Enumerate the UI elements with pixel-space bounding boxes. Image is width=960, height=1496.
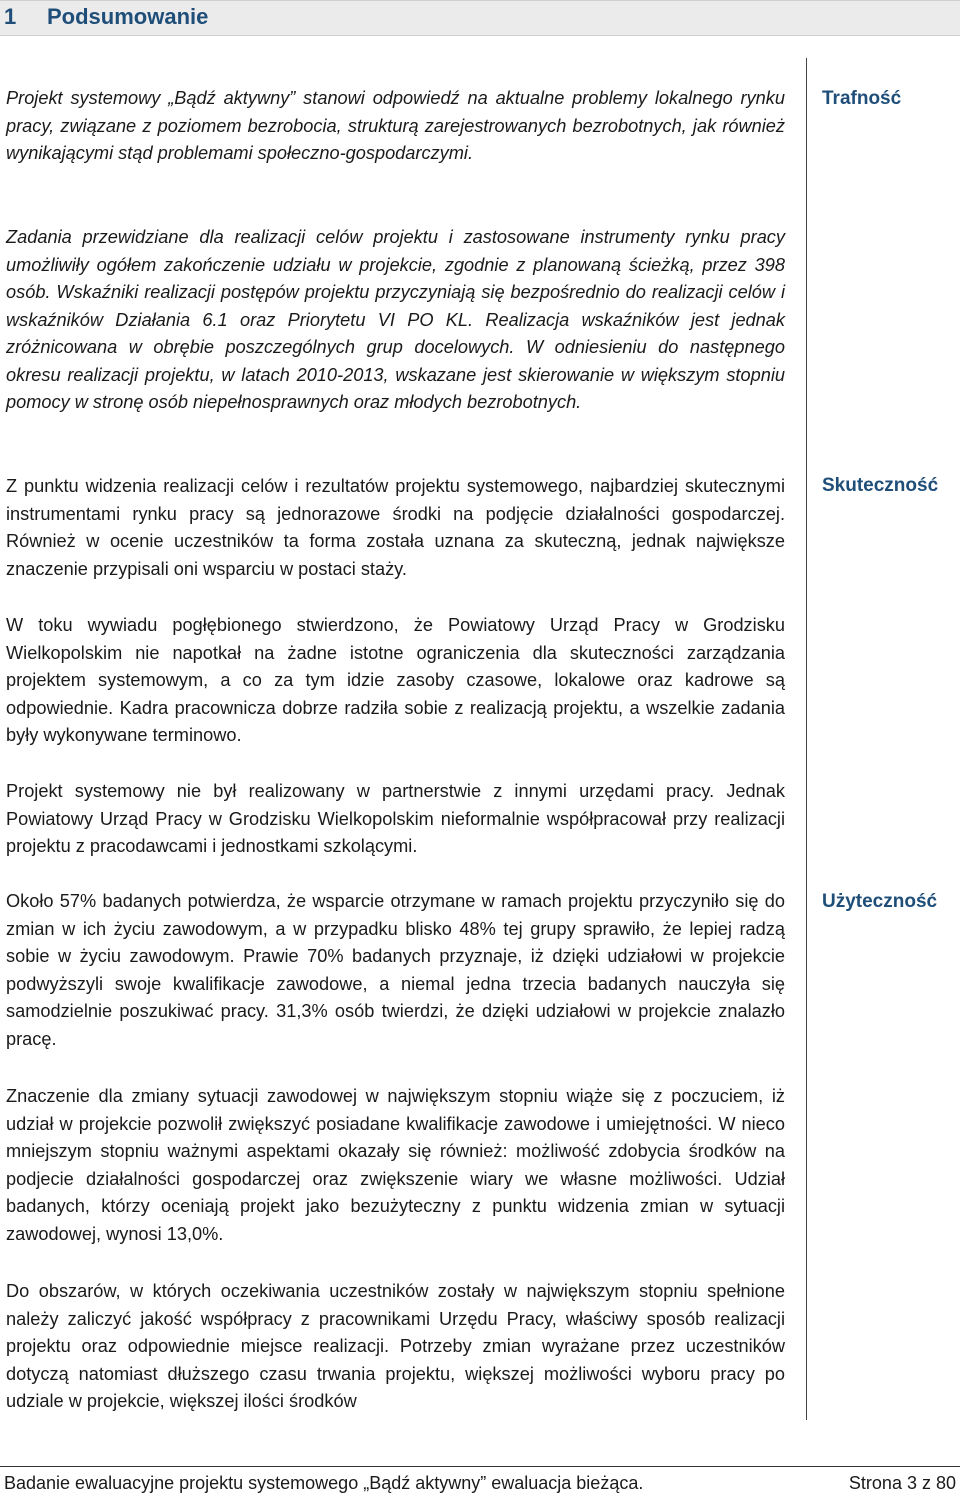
paragraph: Projekt systemowy „Bądź aktywny” stanowi odpowiedź na aktualne problemy lokalnego rynku pracy, związane z poziomem bezrobocia, strukturą zarejestrowanych bezrobotnych, jak również wynikającymi stąd problemami społeczno-gospodarczymi. bbox=[6, 88, 785, 163]
footer-document-title: Badanie ewaluacyjne projektu systemowego „Bądź aktywny” ewaluacja bieżąca. bbox=[4, 1473, 644, 1493]
label-uzytecznosc: Użyteczność bbox=[822, 891, 938, 912]
section-number: 1 bbox=[4, 4, 17, 29]
paragraph: Projekt systemowy nie był realizowany w partnerstwie z innymi urzędami pracy. Jednak Powiatowy Urząd Pracy w Grodzisku Wielkopolskim nieformalnie współpracował przy realizacji projektu z pracodawcami i jednostkami szkolącymi. bbox=[6, 781, 785, 856]
paragraph: Znaczenie dla zmiany sytuacji zawodowej w największym stopniu wiąże się z poczuciem, iż udział w projekcie pozwolił zwiększyć posiadane kwalifikacje zawodowe i umiejętności. W nieco mniejszym stopniu ważnymi aspektami okazały się również: możliwość zdobycia środków na podjecie działalności gospodarczej oraz zwiększenie wiary we własne możliwości. Udział badanych, którzy oceniają projekt jako bezużyteczny z punktu widzenia zmian w sytuacji zawodowej, wynosi 13,0%. bbox=[6, 1086, 785, 1244]
label-skutecznosc: Skuteczność bbox=[822, 475, 939, 496]
page-number: Strona 3 z 80 bbox=[848, 1473, 956, 1493]
section-title: Podsumowanie bbox=[47, 4, 209, 29]
footer-divider bbox=[0, 1466, 960, 1467]
paragraph: Z punktu widzenia realizacji celów i rezultatów projektu systemowego, najbardziej skutecznymi instrumentami rynku pracy są jednorazowe środki na podjęcie działalności gospodarczej. Również w ocenie uczestników ta forma została uznana za skuteczną, jednak największe znaczenie przypisali oni wsparciu w postaci staży. bbox=[6, 476, 785, 579]
paragraph: Do obszarów, w których oczekiwania uczestników zostały w największym stopniu spełnione należy zaliczyć jakość współpracy z pracownikami Urzędu Pracy, właściwy sposób realizacji projektu oraz odpowiednie miejsce realizacji. Potrzeby zmian wyrażane przez uczestników dotyczą natomiast dłuższego czasu trwania projektu, większej możliwości wyboru pracy po udziale w projekcie, większej ilości środków bbox=[6, 1281, 785, 1411]
paragraph: Około 57% badanych potwierdza, że wsparcie otrzymane w ramach projektu przyczyniło się do zmian w ich życiu zawodowym, a w przypadku blisko 48% tej grupy sprawiło, że lepiej radzą sobie w życiu zawodowym. Prawie 70% badanych przyznaje, iż dzięki udziałowi w projekcie podwyższyli swoje kwalifikacje zawodowe, a niemal jedna trzecia badanych nauczyła się samodzielnie poszukiwać pracy. 31,3% osób twierdzi, że dzięki udziałowi w projekcie znalazło pracę. bbox=[6, 891, 785, 1049]
section-header bbox=[0, 0, 960, 36]
paragraph: W toku wywiadu pogłębionego stwierdzono, że Powiatowy Urząd Pracy w Grodzisku Wielkopolskim nie napotkał na żadne istotne ograniczenia dla skuteczności zarządzania projektem systemowym, a co za tym idzie zasoby czasowe, lokalowe oraz kadrowe są odpowiednie. Kadra pracownicza dobrze radziła sobie z realizacją projektu, a wszelkie zadania były wykonywane terminowo. bbox=[6, 615, 785, 745]
paragraph: Zadania przewidziane dla realizacji celów projektu i zastosowane instrumenty rynku pracy umożliwiły ogółem zakończenie udziału w projekcie, zgodnie z planowaną ścieżką, przez 398 osób. Wskaźniki realizacji postępów projektu przyczyniają się bezpośrednio do realizacji celów i wskaźników Działania 6.1 oraz Priorytetu VI PO KL. Realizacja wskaźników jest jednak zróżnicowana w obrębie poszczególnych grup docelowych. W odniesieniu do następnego okresu realizacji projektu, w latach 2010-2013, wskazane jest skierowanie w większym stopniu pomocy w stronę osób niepełnosprawnych oraz młodych bezrobotnych. bbox=[6, 227, 785, 412]
margin-divider bbox=[806, 58, 807, 1420]
label-trafnosc: Trafność bbox=[822, 88, 902, 109]
